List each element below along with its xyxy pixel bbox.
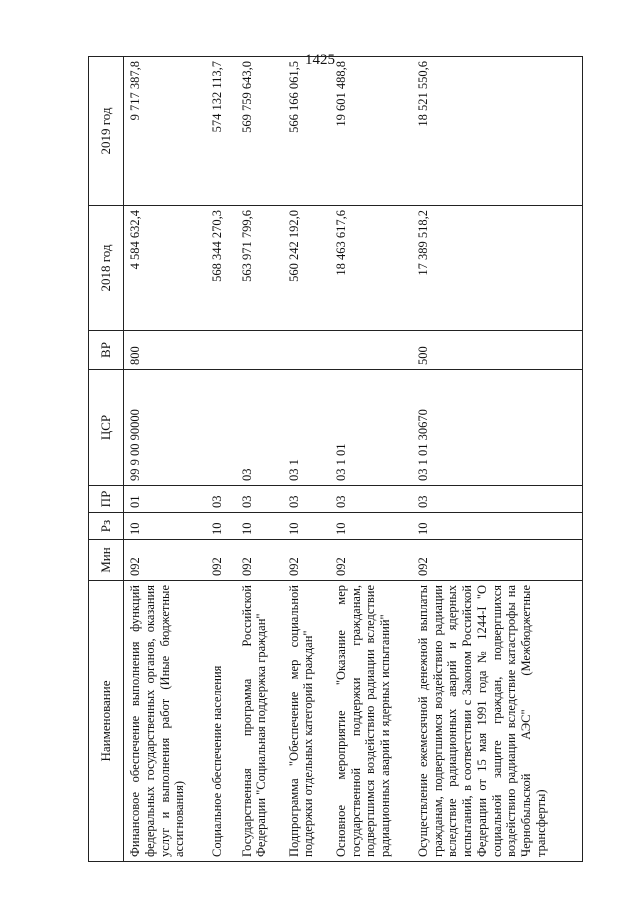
row-rz: 10 bbox=[206, 513, 235, 540]
header-pr: ПР bbox=[89, 486, 124, 513]
row-min: 092 bbox=[283, 540, 330, 581]
row-name: Финансовое обеспечение выполнения функций федеральных государственных органов, оказания услуг и выполнения работ (Иные бюджетные ассигнования) bbox=[124, 581, 207, 862]
row-min: 092 bbox=[330, 540, 412, 581]
row-name: Государственная программа Российской Федерации "Социальная поддержка граждан" bbox=[236, 581, 283, 862]
row-2019: 18 521 550,6 bbox=[412, 57, 583, 206]
rotated-table-sheet bbox=[88, 57, 583, 862]
row-csr: 03 1 01 bbox=[330, 370, 412, 486]
row-2019: 574 132 113,7 bbox=[206, 57, 235, 206]
row-name: Социальное обеспечение населения bbox=[206, 581, 235, 862]
table-row bbox=[236, 57, 283, 862]
row-pr: 03 bbox=[236, 486, 283, 513]
row-rz: 10 bbox=[283, 513, 330, 540]
row-min: 092 bbox=[236, 540, 283, 581]
budget-table bbox=[88, 56, 583, 862]
row-2019: 9 717 387,8 bbox=[124, 57, 207, 206]
row-2018: 4 584 632,4 bbox=[124, 206, 207, 331]
row-vr: 800 bbox=[124, 331, 207, 370]
row-csr: 03 bbox=[236, 370, 283, 486]
row-pr: 03 bbox=[330, 486, 412, 513]
row-rz: 10 bbox=[236, 513, 283, 540]
table-row bbox=[412, 57, 583, 862]
row-2018: 560 242 192,0 bbox=[283, 206, 330, 331]
header-name: Наименование bbox=[89, 581, 124, 862]
table-row bbox=[206, 57, 235, 862]
row-2019: 569 759 643,0 bbox=[236, 57, 283, 206]
row-rz: 10 bbox=[124, 513, 207, 540]
header-2018: 2018 год bbox=[89, 206, 124, 331]
row-2019: 19 601 488,8 bbox=[330, 57, 412, 206]
row-rz: 10 bbox=[330, 513, 412, 540]
row-pr: 03 bbox=[206, 486, 235, 513]
row-vr bbox=[283, 331, 330, 370]
row-csr: 99 9 00 90000 bbox=[124, 370, 207, 486]
header-vr: ВР bbox=[89, 331, 124, 370]
row-name: Осуществление ежемесячной денежной выплаты гражданам, подвергшимся воздействию радиации вследствие радиационных аварий и ядерных испытаний, в соответствии с Законом Российской Федерации от 15 мая 1991 года № 1244-I "О социальной защите граждан, подвергшихся воздействию радиации вследствие катастрофы на Чернобыльской АЭС" (Межбюджетные трансферты) bbox=[412, 581, 583, 862]
row-vr bbox=[206, 331, 235, 370]
row-name: Подпрограмма "Обеспечение мер социальной поддержки отдельных категорий граждан" bbox=[283, 581, 330, 862]
table-row bbox=[283, 57, 330, 862]
row-min: 092 bbox=[412, 540, 583, 581]
row-vr bbox=[330, 331, 412, 370]
header-rz: Рз bbox=[89, 513, 124, 540]
row-rz: 10 bbox=[412, 513, 583, 540]
row-2018: 563 971 799,6 bbox=[236, 206, 283, 331]
header-2019: 2019 год bbox=[89, 57, 124, 206]
row-min: 092 bbox=[206, 540, 235, 581]
row-vr: 500 bbox=[412, 331, 583, 370]
row-csr bbox=[206, 370, 235, 486]
row-pr: 03 bbox=[283, 486, 330, 513]
header-min: Мин bbox=[89, 540, 124, 581]
header-csr: ЦСР bbox=[89, 370, 124, 486]
row-csr: 03 1 bbox=[283, 370, 330, 486]
row-2019: 566 166 061,5 bbox=[283, 57, 330, 206]
table-row bbox=[124, 57, 207, 862]
row-min: 092 bbox=[124, 540, 207, 581]
row-vr bbox=[236, 331, 283, 370]
table-row bbox=[330, 57, 412, 862]
table-header-row bbox=[89, 57, 124, 862]
row-pr: 01 bbox=[124, 486, 207, 513]
row-csr: 03 1 01 30670 bbox=[412, 370, 583, 486]
row-pr: 03 bbox=[412, 486, 583, 513]
row-name: Основное мероприятие "Оказание мер государственной поддержки гражданам, подвергшимся воздействию радиации вследствие радиационных аварий и ядерных испытаний" bbox=[330, 581, 412, 862]
row-2018: 18 463 617,6 bbox=[330, 206, 412, 331]
page-number: 1425 bbox=[305, 52, 335, 68]
row-2018: 17 389 518,2 bbox=[412, 206, 583, 331]
row-2018: 568 344 270,3 bbox=[206, 206, 235, 331]
